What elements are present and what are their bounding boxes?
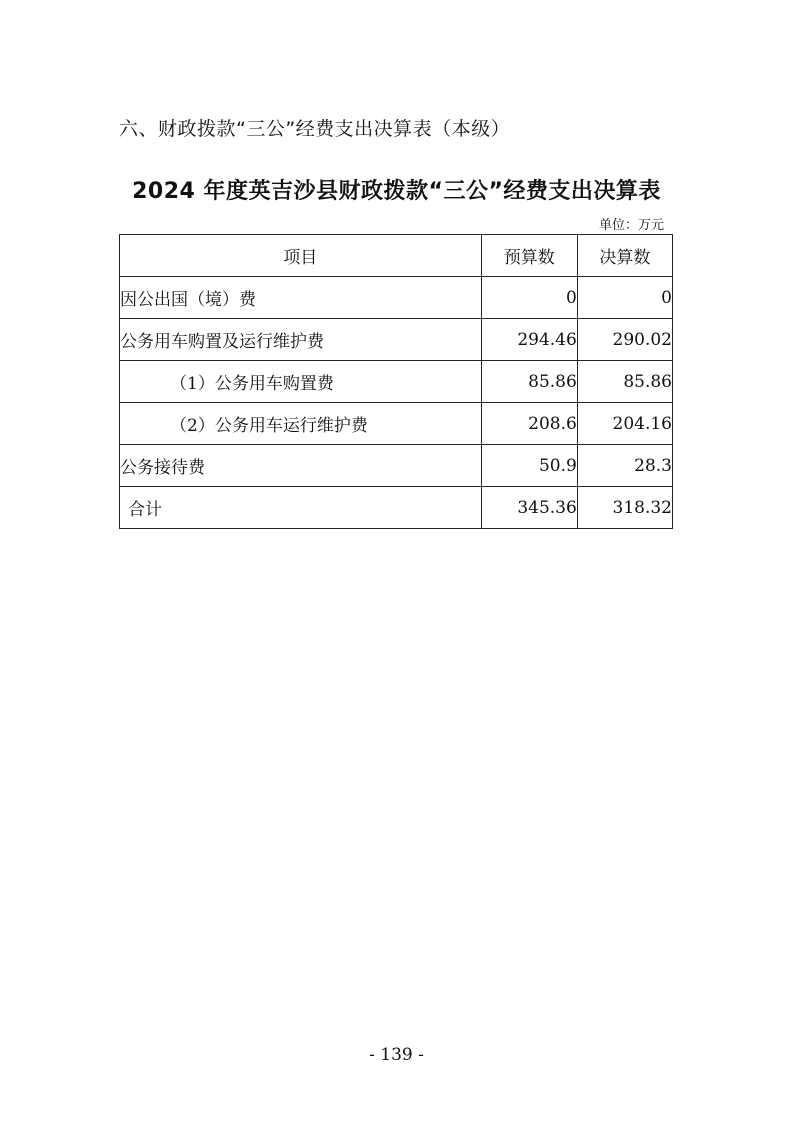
- table-total-row: [120, 487, 673, 529]
- row-item: 因公出国（境）费: [120, 277, 482, 319]
- row-budget: 85.86: [481, 361, 577, 403]
- row-budget: 208.6: [481, 403, 577, 445]
- row-budget: 50.9: [481, 445, 577, 487]
- table-row: [120, 445, 673, 487]
- total-final: 318.32: [577, 487, 672, 529]
- table-title: 2024 年度英吉沙县财政拨款“三公”经费支出决算表: [132, 179, 661, 204]
- unit-note: 单位：万元: [598, 218, 664, 233]
- row-item: 公务用车购置及运行维护费: [120, 319, 482, 361]
- total-label: 合计: [120, 487, 482, 529]
- table-row: [120, 361, 673, 403]
- table-row: [120, 319, 673, 361]
- row-budget: 0: [481, 277, 577, 319]
- row-final: 28.3: [577, 445, 672, 487]
- row-item: （2）公务用车运行维护费: [120, 403, 482, 445]
- row-item: 公务接待费: [120, 445, 482, 487]
- section-heading: 六、财政拨款“三公”经费支出决算表（本级）: [119, 118, 511, 140]
- table-row: [120, 277, 673, 319]
- row-final: 85.86: [577, 361, 672, 403]
- header-budget: 预算数: [481, 235, 577, 277]
- row-final: 0: [577, 277, 672, 319]
- expenditure-table: [119, 234, 673, 529]
- page-number: - 139 -: [369, 1045, 424, 1065]
- row-item: （1）公务用车购置费: [120, 361, 482, 403]
- row-final: 290.02: [577, 319, 672, 361]
- row-budget: 294.46: [481, 319, 577, 361]
- row-final: 204.16: [577, 403, 672, 445]
- header-item: 项目: [120, 235, 482, 277]
- table-header-row: [120, 235, 673, 277]
- table-row: [120, 403, 673, 445]
- header-final: 决算数: [577, 235, 672, 277]
- total-budget: 345.36: [481, 487, 577, 529]
